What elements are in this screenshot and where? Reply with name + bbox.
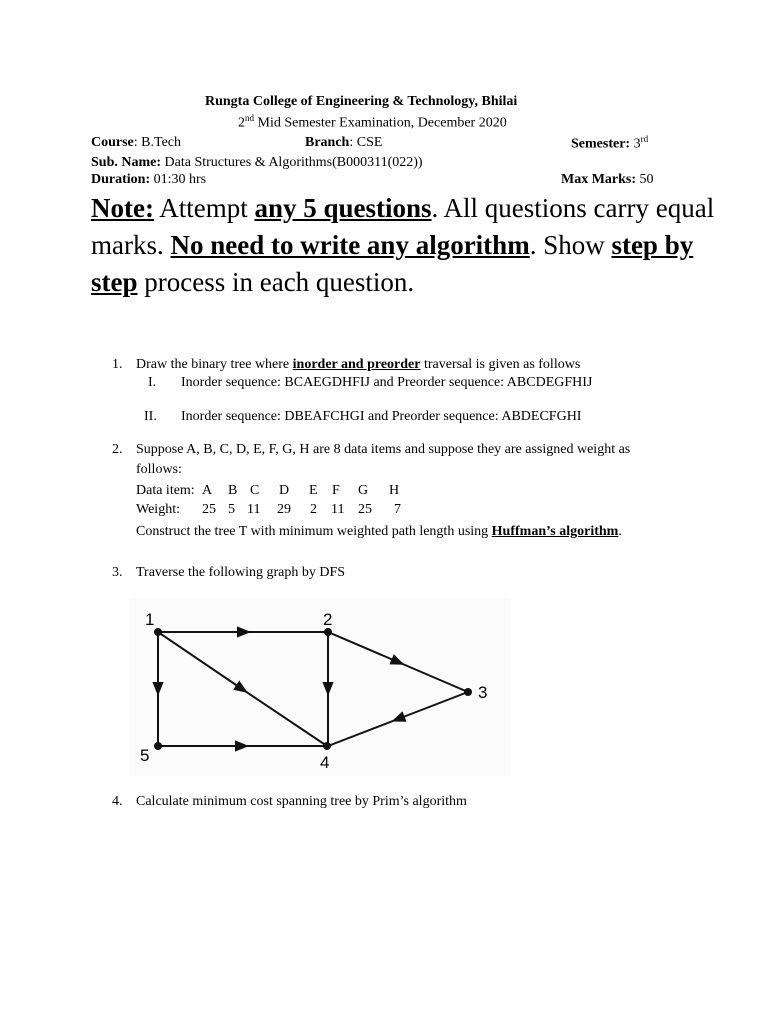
note-label: Note: [91, 193, 154, 223]
sub-question-number: II. [144, 409, 157, 424]
question-number: 1. [112, 357, 123, 372]
data-item: B [228, 483, 238, 498]
subject-value: Data Structures & Algorithms(B000311(022)) [161, 155, 423, 170]
max-marks-label: Max Marks: [561, 172, 637, 187]
data-item: D [279, 483, 290, 498]
weight-value: 25 [358, 502, 372, 517]
branch-value: : CSE [349, 135, 383, 150]
question-text: Calculate minimum cost spanning tree by Prim’s algorithm [136, 794, 467, 809]
question-text: Traverse the following graph by DFS [136, 565, 346, 580]
exam-number-suffix: nd [245, 113, 254, 123]
note-text: . Show [529, 230, 612, 260]
question-text [136, 524, 622, 540]
weight-value: 2 [310, 502, 317, 517]
max-marks-value: 50 [636, 172, 654, 187]
question-number: 4. [112, 794, 123, 809]
note-text: Attempt [153, 193, 255, 223]
weight-value: 25 [202, 502, 216, 517]
weight-value: 7 [394, 502, 401, 517]
question-text [136, 357, 580, 373]
data-items-label: Data item: [136, 483, 195, 498]
question-emphasis: inorder and preorder [292, 357, 421, 372]
course-value: : B.Tech [133, 135, 182, 150]
note-text: . All questions carry equal marks. [91, 193, 715, 260]
data-item: A [202, 483, 213, 498]
sub-question-text: Inorder sequence: BCAEGDHFIJ and Preorder sequence: ABCDEGFHIJ [181, 375, 593, 390]
node-label: 4 [320, 753, 330, 772]
exam-name: Mid Semester Examination, December 2020 [254, 115, 507, 131]
branch-label: Branch [305, 135, 350, 150]
weights-label: Weight: [136, 502, 180, 517]
duration-value: 01:30 hrs [150, 172, 207, 187]
duration-label: Duration: [91, 172, 151, 187]
weight-value: 11 [331, 502, 345, 517]
course-field [91, 135, 181, 151]
note-emphasis-questions: any 5 questions [254, 193, 432, 223]
semester-suffix: rd [640, 134, 649, 144]
subject-field [91, 155, 423, 171]
note-text: process in each question. [137, 267, 415, 297]
question-text-part: . [618, 524, 622, 539]
question-text-part: traversal is given as follows [420, 357, 581, 372]
semester-label: Semester: [571, 136, 631, 152]
question-number: 2. [112, 442, 123, 457]
subject-label: Sub. Name: [91, 155, 162, 170]
semester-value: 3 [630, 136, 641, 152]
question-text-part: Construct the tree T with minimum weighted path length using [136, 524, 492, 539]
duration-field [91, 172, 206, 188]
question-number: 3. [112, 565, 123, 580]
data-item: F [332, 483, 340, 498]
weight-value: 11 [247, 502, 261, 517]
question-text: Suppose A, B, C, D, E, F, G, H are 8 data items and suppose they are assigned weight as [136, 442, 631, 457]
node-label: 3 [478, 683, 488, 702]
weight-value: 5 [228, 502, 235, 517]
max-marks-field [561, 172, 654, 188]
node-label: 5 [140, 746, 150, 765]
data-item: C [250, 483, 260, 498]
data-item: E [309, 483, 318, 498]
note-emphasis-steps: step by step [91, 230, 694, 297]
note-emphasis-algorithm: No need to write any algorithm [170, 230, 530, 260]
graph-node [323, 742, 331, 750]
data-item: G [358, 483, 369, 498]
course-label: Course [91, 135, 134, 150]
sub-question-number: I. [148, 375, 157, 390]
exam-note [91, 190, 731, 301]
graph-node [154, 742, 162, 750]
exam-title [238, 113, 507, 132]
graph-node [324, 628, 332, 636]
branch-field [305, 135, 382, 151]
data-item: H [389, 483, 400, 498]
dfs-graph [130, 598, 510, 776]
sub-question-text: Inorder sequence: DBEAFCHGI and Preorder sequence: ABDECFGHI [181, 409, 582, 424]
weight-value: 29 [277, 502, 291, 517]
question-text: follows: [136, 462, 182, 477]
semester-field [571, 134, 648, 153]
question-emphasis: Huffman’s algorithm [491, 524, 619, 539]
node-label: 2 [323, 610, 333, 629]
graph-background [130, 598, 510, 776]
graph-node [154, 628, 162, 636]
question-text-part: Draw the binary tree where [136, 357, 293, 372]
node-label: 1 [145, 610, 155, 629]
exam-number: 2 [238, 115, 245, 131]
college-name: Rungta College of Engineering & Technology, Bhilai [205, 94, 518, 109]
graph-node [464, 688, 472, 696]
